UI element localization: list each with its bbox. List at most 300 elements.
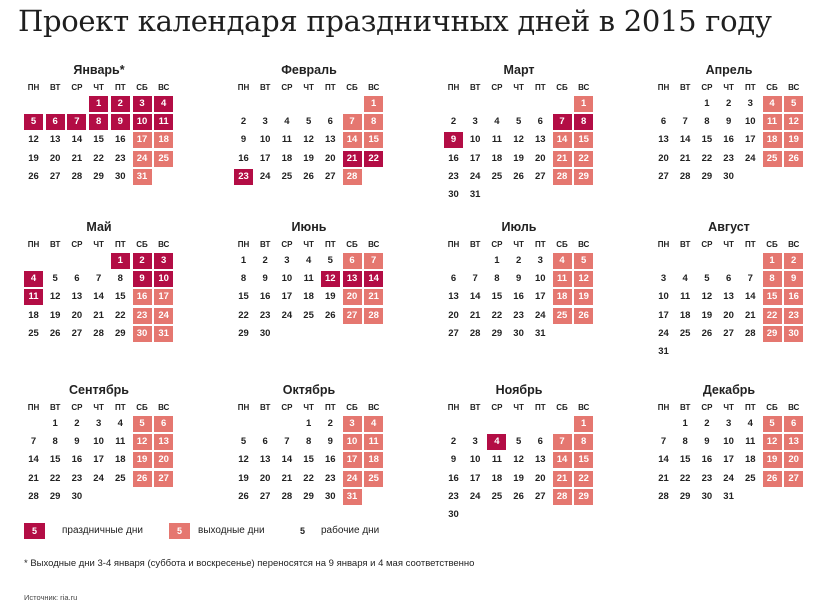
day-cell-weekend: 31: [343, 489, 362, 505]
day-cell: 24: [469, 170, 481, 182]
day-cell-weekend: 14: [553, 452, 572, 468]
day-cell: 18: [491, 472, 503, 484]
day-cell: 25: [115, 472, 126, 484]
day-cell: 18: [491, 152, 503, 164]
day-cell: 2: [704, 418, 710, 429]
day-cell: 13: [723, 291, 734, 303]
month-block: [444, 383, 594, 533]
weekday-header: ВС: [788, 403, 800, 412]
day-cell: 19: [28, 152, 39, 164]
day-cell: 26: [513, 490, 524, 502]
day-cell-weekend: 7: [343, 114, 362, 130]
weekday-header: СР: [701, 83, 713, 92]
weekday-header: ВТ: [680, 240, 691, 249]
day-cell-weekend: 25: [553, 308, 572, 324]
day-cell-weekend: 8: [574, 434, 593, 450]
day-cell-weekend: 29: [574, 489, 593, 505]
day-cell: 28: [281, 490, 293, 502]
day-cell-weekend: 4: [763, 96, 782, 112]
weekday-header: ПН: [447, 403, 460, 412]
month-block: [234, 383, 384, 533]
day-cell: 6: [537, 436, 543, 448]
day-cell-weekend: 20: [343, 289, 362, 305]
day-cell-holiday: 12: [321, 271, 340, 287]
day-cell: 22: [238, 309, 249, 321]
day-cell-holiday: 1: [89, 96, 108, 112]
weekday-header: ВТ: [50, 403, 61, 412]
day-cell: 9: [704, 436, 710, 448]
day-cell: 31: [658, 346, 669, 357]
day-cell-weekend: 22: [574, 471, 593, 487]
day-cell: 28: [745, 327, 756, 339]
day-cell: 20: [71, 309, 83, 321]
day-cell: 18: [679, 309, 691, 321]
day-cell: 21: [658, 472, 669, 484]
day-cell-holiday: 4: [487, 434, 506, 450]
day-cell: 15: [238, 291, 249, 303]
day-cell: 23: [701, 472, 713, 484]
day-cell: 29: [701, 170, 713, 182]
day-cell: 4: [494, 116, 500, 128]
day-cell: 6: [725, 273, 732, 285]
day-cell: 17: [93, 454, 104, 466]
day-cell-holiday: 14: [364, 271, 383, 287]
day-cell-holiday: 10: [154, 271, 173, 287]
day-cell: 28: [679, 170, 691, 182]
day-cell: 2: [327, 418, 333, 429]
weekday-header: ЧТ: [513, 83, 524, 92]
day-cell: 26: [701, 327, 713, 339]
day-cell: 27: [71, 327, 83, 339]
day-cell: 9: [725, 116, 732, 128]
day-cell: 22: [93, 152, 104, 164]
day-cell: 31: [723, 490, 734, 502]
day-cell: 24: [745, 152, 756, 164]
weekday-header: ВТ: [470, 83, 481, 92]
day-cell: 15: [701, 134, 713, 146]
day-cell: 27: [448, 327, 459, 339]
day-cell: 14: [679, 134, 691, 146]
day-cell: 6: [327, 116, 333, 128]
day-cell: 7: [682, 116, 688, 128]
day-cell-weekend: 1: [763, 253, 782, 269]
day-cell: 10: [723, 436, 734, 448]
day-cell: 5: [327, 255, 333, 266]
weekday-header: ПН: [237, 83, 250, 92]
month-block: [444, 220, 594, 370]
day-cell-holiday: 1: [111, 253, 130, 269]
weekday-header: СР: [281, 403, 293, 412]
weekday-header: СБ: [346, 83, 358, 92]
day-cell-weekend: 28: [343, 169, 362, 185]
day-cell-holiday: 3: [154, 253, 173, 269]
day-cell: 26: [303, 170, 314, 182]
day-cell-weekend: 31: [154, 326, 173, 342]
weekday-header: ВС: [158, 240, 170, 249]
day-cell: 29: [303, 490, 314, 502]
month-block: [444, 63, 594, 213]
legend: [24, 523, 444, 541]
month-name: Август: [708, 220, 750, 234]
weekday-header: ВТ: [680, 83, 691, 92]
day-cell: 9: [327, 436, 333, 448]
weekday-header: ВС: [788, 240, 800, 249]
month-block: [234, 220, 384, 370]
day-cell: 12: [513, 454, 524, 466]
day-cell: 16: [238, 152, 249, 164]
day-cell-weekend: 14: [553, 132, 572, 148]
day-cell: 21: [745, 309, 756, 321]
day-cell: 16: [115, 134, 126, 146]
day-cell: 3: [747, 98, 753, 109]
day-cell-weekend: 7: [553, 434, 572, 450]
day-cell-holiday: 13: [343, 271, 362, 287]
weekday-header: ПТ: [324, 83, 336, 92]
day-cell: 29: [93, 170, 104, 182]
day-cell-weekend: 18: [154, 132, 173, 148]
day-cell-weekend: 3: [343, 416, 362, 432]
legend-workday-label: рабочие дни: [321, 525, 380, 536]
day-cell: 31: [535, 327, 546, 339]
day-cell-weekend: 12: [763, 434, 782, 450]
day-cell: 14: [281, 454, 293, 466]
day-cell: 2: [515, 255, 522, 266]
weekday-header: ЧТ: [723, 403, 734, 412]
day-cell-weekend: 6: [343, 253, 362, 269]
day-cell-weekend: 17: [154, 289, 173, 305]
day-cell: 29: [115, 327, 126, 339]
day-cell-holiday: 7: [67, 114, 86, 130]
weekday-header: ПН: [27, 240, 40, 249]
day-cell: 6: [660, 116, 667, 128]
weekday-header: ВТ: [50, 83, 61, 92]
day-cell: 5: [515, 116, 522, 128]
day-cell-holiday: 4: [24, 271, 43, 287]
month-block: [24, 220, 174, 370]
day-cell-weekend: 10: [343, 434, 362, 450]
day-cell: 5: [305, 116, 312, 128]
day-cell-weekend: 28: [553, 489, 572, 505]
day-cell: 8: [52, 436, 58, 448]
day-cell-holiday: 9: [111, 114, 130, 130]
day-cell-weekend: 22: [763, 308, 782, 324]
day-cell: 17: [535, 291, 546, 303]
day-cell: 30: [259, 327, 271, 339]
day-cell: 16: [325, 454, 336, 466]
day-cell: 24: [469, 490, 481, 502]
month-name: Ноябрь: [495, 383, 543, 397]
day-cell: 14: [93, 291, 104, 303]
day-cell: 8: [494, 273, 500, 285]
weekday-header: ПТ: [534, 240, 546, 249]
day-cell: 17: [745, 134, 756, 146]
day-cell: 7: [472, 273, 478, 285]
month-block: [234, 63, 384, 213]
day-cell-weekend: 1: [574, 416, 593, 432]
day-cell-weekend: 5: [784, 96, 803, 112]
month-name: Октябрь: [282, 383, 336, 397]
legend-holiday-swatch: 5: [24, 523, 45, 539]
day-cell-weekend: 19: [763, 452, 782, 468]
weekday-header: ПТ: [534, 83, 546, 92]
day-cell: 13: [325, 134, 336, 146]
weekday-header: ВС: [578, 403, 590, 412]
weekday-header: ВТ: [470, 403, 481, 412]
day-cell: 27: [259, 490, 271, 502]
day-cell: 15: [49, 454, 61, 466]
day-cell: 9: [450, 454, 457, 466]
day-cell-weekend: 28: [364, 308, 383, 324]
day-cell-weekend: 11: [364, 434, 383, 450]
day-cell-weekend: 27: [784, 471, 803, 487]
day-cell: 6: [450, 273, 457, 285]
month-name: Март: [503, 63, 535, 77]
day-cell-weekend: 22: [574, 151, 593, 167]
day-cell: 11: [680, 291, 691, 303]
day-cell-weekend: 30: [133, 326, 152, 342]
day-cell: 27: [325, 170, 336, 182]
month-block: [654, 383, 804, 533]
day-cell: 22: [491, 309, 503, 321]
day-cell: 3: [725, 418, 732, 429]
day-cell: 16: [259, 291, 271, 303]
day-cell: 1: [494, 255, 500, 266]
weekday-header: ВС: [368, 240, 380, 249]
day-cell: 13: [49, 134, 61, 146]
weekday-header: ЧТ: [513, 240, 524, 249]
day-cell-weekend: 15: [574, 132, 593, 148]
day-cell: 10: [535, 273, 546, 285]
day-cell: 14: [658, 454, 669, 466]
day-cell: 22: [49, 472, 61, 484]
day-cell-holiday: 11: [24, 289, 43, 305]
month-name: Июль: [501, 220, 537, 234]
day-cell: 21: [281, 472, 293, 484]
day-cell: 3: [472, 436, 478, 448]
day-cell-weekend: 25: [154, 151, 173, 167]
day-cell-weekend: 27: [343, 308, 362, 324]
day-cell: 1: [704, 98, 710, 109]
day-cell: 22: [115, 309, 126, 321]
day-cell: 22: [701, 152, 713, 164]
weekday-header: СР: [701, 240, 713, 249]
month-name: Декабрь: [702, 383, 756, 397]
weekday-header: СБ: [556, 240, 568, 249]
weekday-header: СР: [71, 83, 83, 92]
day-cell-weekend: 20: [784, 452, 803, 468]
day-cell: 1: [682, 418, 688, 429]
day-cell: 20: [259, 472, 271, 484]
weekday-header: ВС: [578, 240, 590, 249]
footnote: * Выходные дни 3-4 января (суббота и воскресенье) переносятся на 9 января и 4 мая соответственно: [24, 558, 475, 569]
day-cell: 24: [723, 472, 734, 484]
weekday-header: СР: [71, 240, 83, 249]
day-cell-weekend: 24: [343, 471, 362, 487]
day-cell: 12: [28, 134, 39, 146]
weekday-header: ПТ: [744, 403, 756, 412]
day-cell: 11: [745, 436, 756, 448]
day-cell: 17: [281, 291, 293, 303]
month-name: Май: [86, 220, 112, 234]
weekday-header: ЧТ: [723, 83, 734, 92]
day-cell: 15: [115, 291, 126, 303]
day-cell: 20: [723, 309, 734, 321]
day-cell: 18: [115, 454, 126, 466]
day-cell-weekend: 23: [784, 308, 803, 324]
day-cell: 30: [325, 490, 336, 502]
day-cell-weekend: 4: [553, 253, 572, 269]
day-cell: 30: [701, 490, 713, 502]
day-cell: 28: [658, 490, 669, 502]
day-cell-weekend: 7: [364, 253, 383, 269]
day-cell: 27: [658, 170, 669, 182]
weekday-header: СБ: [766, 240, 778, 249]
day-cell: 25: [303, 309, 314, 321]
day-cell: 19: [701, 309, 713, 321]
day-cell: 14: [71, 134, 83, 146]
day-cell: 17: [658, 309, 669, 321]
day-cell: 25: [745, 472, 756, 484]
day-cell: 11: [303, 273, 314, 285]
legend-workday-swatch: 5: [292, 523, 313, 539]
day-cell-weekend: 4: [364, 416, 383, 432]
legend-weekend-swatch: 5: [169, 523, 190, 539]
day-cell: 18: [281, 152, 293, 164]
day-cell-weekend: 19: [574, 289, 593, 305]
day-cell: 23: [325, 472, 336, 484]
day-cell: 12: [238, 454, 249, 466]
day-cell: 21: [71, 152, 83, 164]
day-cell: 3: [472, 116, 478, 128]
month-block: [24, 383, 174, 533]
day-cell: 1: [52, 418, 58, 429]
weekday-header: ВТ: [260, 83, 271, 92]
day-cell: 18: [303, 291, 314, 303]
day-cell: 10: [259, 134, 271, 146]
day-cell: 2: [262, 255, 268, 266]
day-cell: 26: [325, 309, 336, 321]
day-cell-weekend: 25: [763, 151, 782, 167]
day-cell-weekend: 29: [763, 326, 782, 342]
day-cell: 25: [281, 170, 293, 182]
day-cell: 28: [469, 327, 481, 339]
day-cell: 3: [284, 255, 290, 266]
day-cell: 27: [535, 490, 546, 502]
day-cell: 29: [238, 327, 249, 339]
day-cell: 18: [745, 454, 756, 466]
day-cell: 2: [450, 436, 457, 448]
day-cell: 2: [74, 418, 80, 429]
day-cell-weekend: 6: [154, 416, 173, 432]
day-cell-weekend: 25: [364, 471, 383, 487]
day-cell: 4: [305, 255, 312, 266]
day-cell: 7: [747, 273, 753, 285]
weekday-header: СБ: [346, 403, 358, 412]
day-cell-weekend: 21: [553, 151, 572, 167]
day-cell-weekend: 24: [133, 151, 152, 167]
day-cell: 15: [491, 291, 503, 303]
weekday-header: СБ: [556, 83, 568, 92]
day-cell: 20: [658, 152, 669, 164]
weekday-header: ПН: [27, 83, 40, 92]
day-cell: 7: [660, 436, 667, 448]
day-cell: 10: [281, 273, 293, 285]
legend-weekend-label: выходные дни: [198, 525, 265, 536]
day-cell: 24: [281, 309, 293, 321]
weekday-header: ЧТ: [723, 240, 734, 249]
day-cell: 26: [513, 170, 524, 182]
day-cell: 25: [491, 170, 503, 182]
day-cell-weekend: 18: [553, 289, 572, 305]
day-cell-holiday: 21: [343, 151, 362, 167]
day-cell: 5: [515, 436, 522, 448]
weekday-header: ЧТ: [513, 403, 524, 412]
day-cell-weekend: 27: [154, 471, 173, 487]
weekday-header: ВС: [158, 83, 170, 92]
weekday-header: ЧТ: [303, 240, 314, 249]
weekday-header: ПН: [447, 83, 460, 92]
day-cell: 23: [259, 309, 271, 321]
month-name: Январь*: [73, 63, 125, 77]
day-cell: 22: [303, 472, 314, 484]
day-cell: 11: [115, 436, 126, 448]
day-cell-holiday: 22: [364, 151, 383, 167]
weekday-header: СБ: [556, 403, 568, 412]
day-cell: 9: [240, 134, 247, 146]
weekday-header: ЧТ: [303, 83, 314, 92]
day-cell-weekend: 23: [133, 308, 152, 324]
month-block: [24, 63, 174, 213]
weekday-header: ПТ: [324, 240, 336, 249]
day-cell: 29: [491, 327, 503, 339]
day-cell-weekend: 26: [574, 308, 593, 324]
weekday-header: ПН: [657, 403, 670, 412]
weekday-header: ВТ: [50, 240, 61, 249]
day-cell: 7: [95, 273, 102, 285]
day-cell: 22: [679, 472, 691, 484]
day-cell-weekend: 15: [364, 132, 383, 148]
day-cell: 20: [325, 152, 336, 164]
day-cell-weekend: 21: [364, 289, 383, 305]
weekday-header: СР: [71, 403, 83, 412]
day-cell: 2: [725, 98, 732, 109]
day-cell: 17: [723, 454, 734, 466]
day-cell: 12: [701, 291, 713, 303]
day-cell: 6: [74, 273, 80, 285]
weekday-header: ВТ: [260, 240, 271, 249]
day-cell: 8: [117, 273, 123, 285]
day-cell: 3: [660, 273, 667, 285]
day-cell: 15: [303, 454, 314, 466]
day-cell: 19: [513, 152, 524, 164]
day-cell-weekend: 15: [763, 289, 782, 305]
day-cell: 19: [49, 309, 61, 321]
weekday-header: ВС: [158, 403, 170, 412]
day-cell: 19: [238, 472, 249, 484]
weekday-header: ВТ: [470, 240, 481, 249]
weekday-header: ПТ: [744, 240, 756, 249]
day-cell: 5: [240, 436, 247, 448]
day-cell: 18: [28, 309, 39, 321]
weekday-header: ЧТ: [303, 403, 314, 412]
day-cell: 30: [723, 170, 734, 182]
weekday-header: СР: [281, 83, 293, 92]
day-cell-weekend: 8: [364, 114, 383, 130]
day-cell-weekend: 16: [133, 289, 152, 305]
day-cell-weekend: 26: [784, 151, 803, 167]
day-cell-weekend: 17: [343, 452, 362, 468]
day-cell: 10: [469, 134, 481, 146]
